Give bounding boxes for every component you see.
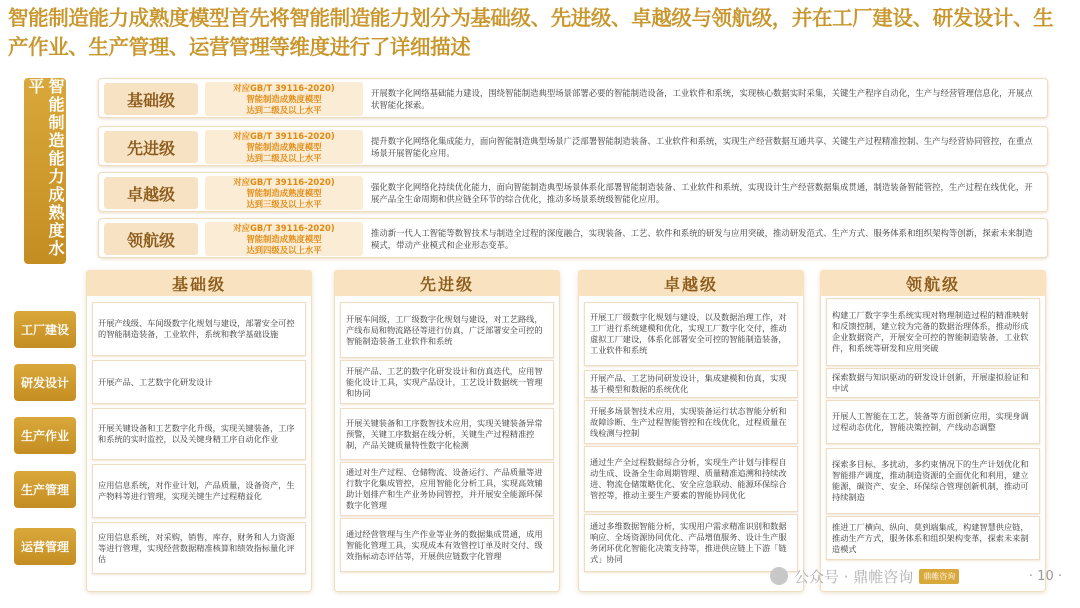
grid-cell: 通过多维数据智能分析，实现用户需求精准识别和数据响应、全场资源协同优化、产品增值服务、设计生产服务闭环优化智能化决策支持等，推进供应链上下游「链式」协同: [584, 514, 798, 572]
std-line: 智能制造成熟度模型: [246, 141, 322, 152]
level-row-advanced: [98, 126, 1048, 166]
grid-cell: 通过对生产过程、仓储物流、设备运行、产品质量等进行数字化集成管控，应用智能化分析工具，实现高效辅助计划排产和生产业务协同管控，并开展安全能源环保数字化管理: [340, 462, 554, 516]
watermark: [770, 556, 1070, 596]
level-description: 提升数字化网络化集成能力，面向智能制造典型场景广泛部署智能制造装备、工业软件和系统，实现生产经营数据互通共享、关键生产过程精准控制、生产与经营协同管控，在重点场景开展智能化应用。: [371, 136, 1033, 158]
std-line: 智能制造成熟度模型: [246, 233, 322, 244]
brand-badge: 鼎帷咨询: [919, 569, 959, 584]
level-row-leading: [98, 218, 1048, 258]
row-label-factory: 工厂建设: [14, 311, 76, 348]
std-line: 对应GB/T 39116-2020): [233, 222, 335, 233]
level-standard: [205, 82, 363, 116]
grid-cell: 开展产品、工艺协同研发设计，集成建模和仿真，实现基于模型和数据的系统优化: [584, 370, 798, 398]
level-name: 卓越级: [104, 177, 198, 209]
grid-cell: 开展关键设备和工艺数字化升级，实现关键装备，工序和系统的实时监控，以及关键身精工序自动化作业: [92, 408, 306, 460]
grid-cell: 开展车间级，工厂级数字化规划与建设，对工艺路线，产线布局和物流路径等进行仿真，广泛部署安全可控的智能制造装备工业软件和系统: [340, 302, 554, 358]
grid-cell: 应用信息系统，对作业计划，产品质量，设备资产，生产物料等进行管理，实现关键生产过程精益化: [92, 464, 306, 518]
level-description: 推动新一代人工智能等数智技术与制造全过程的深度融合，实现装备、工艺、软件和系统的研发与应用突破，推动研发范式、生产方式、服务体系和组织架构等创新，探索未来制造模式，带动产业模式和企业形态变革。: [371, 228, 1033, 250]
level-standard: [205, 176, 363, 210]
grid-cell: 构建工厂数字孪生系统实现对物理制造过程的精准映射和反馈控制，建立较为完备的数据治理体系，推动形成企业数据资产，开展安全可控的智能制造装备，工业软件，和系统等研发和应用突破: [826, 298, 1040, 366]
vertical-label-text: 智能制造能力成熟度水平: [26, 78, 65, 258]
std-line: 对应GB/T 39116-2020): [233, 130, 335, 141]
std-line: 对应GB/T 39116-2020): [233, 82, 335, 93]
grid-cell: 通过经营管理与生产作业等业务的数据集成贯通，成用智能化管理工具，实现成本有效管控订单及时交付、级效指标动态评估等，开展供应链数字化管理: [340, 518, 554, 572]
page-number: · 10 ·: [1028, 568, 1062, 584]
std-line: 智能制造成熟度模型: [246, 93, 322, 104]
std-line: 达到二级及以上水平: [246, 104, 322, 115]
grid-cell: 通过生产全过程数据综合分析，实现生产计划与排程自动生成、设备全生命周期管理、质量精准追溯和持续改进、物流仓储策略优化、安全应急联动、能源环保综合管控等，推动主要生产要素的智能协同优化: [584, 446, 798, 512]
column-header: 领航级: [820, 270, 1046, 296]
level-description: 开展数字化网络基础能力建设，围绕智能制造典型场景部署必要的智能制造设备，工业软件和系统，实现核心数据实时采集，关键生产程序自动化，生产与经营管理信息化，开展点状智能化探索。: [371, 88, 1033, 110]
grid-cell: 探索数据与知识驱动的研发设计创新，开展虚拟验证和中试: [826, 368, 1040, 398]
grid-cell: 开展关键装备和工序数智技术应用，实现关键装备异常预警，关键工序数据在线分析，关键生产过程精准控制，产品关键质量特性数字化检测: [340, 408, 554, 460]
grid-cell: 开展工厂级数字化规划与建设，以及数据治理工作，对工厂进行系统建模和优化，实现工厂数字化交付，推动虚拟工厂建设，体系化部署安全可控的智能制造装备，工业软件和系统: [584, 302, 798, 366]
level-row-basic: [98, 78, 1048, 118]
watermark-text: 公众号 · 鼎帷咨询: [794, 567, 914, 586]
std-line: 智能制造成熟度模型: [246, 187, 322, 198]
level-name: 基础级: [104, 83, 198, 115]
column-header: 基础级: [86, 270, 312, 296]
column-header: 先进级: [334, 270, 560, 296]
maturity-level-vertical-label: [24, 78, 66, 264]
level-description: 强化数字化网络化持续优化能力，面向智能制造典型场景体系化部署智能制造装备、工业软件和系统，实现设计生产经营数据集成贯通，制造装备智能管控，生产过程在线优化，开展产品全生命周期和供应链全环节的综合优化，推动多场景系统级智能化应用。: [371, 182, 1033, 204]
row-label-rd: 研发设计: [14, 364, 76, 401]
level-standard: [205, 222, 363, 256]
page-title: 智能制造能力成熟度模型首先将智能制造能力划分为基础级、先进级、卓越级与领航级，并在工厂建设、研发设计、生产作业、生产管理、运营管理等维度进行了详细描述: [8, 6, 1054, 59]
grid-cell: 开展产线级、车间级数字化规划与建设，部署安全可控的智能制造装备，工业软件，系统和教学基础设施: [92, 302, 306, 356]
grid-cell: 开展人工智能在工艺，装备等方面创新应用，实现身调过程动态优化，智能决策控制，产线动态调整: [826, 400, 1040, 444]
level-standard: [205, 130, 363, 164]
grid-cell: 开展产品、工艺数字化研发设计: [92, 360, 306, 404]
grid-cell: 推进工厂横向、纵向、莫到端集成，构建智慧供应链，推动生产方式，服务体系和组织架构变革，探索未来制造模式: [826, 516, 1040, 560]
grid-cell: 开展多场景智技术应用，实现装备运行状态智能分析和故障诊断、生产过程智能管控和在线优化，过程质量在线检测与控制: [584, 400, 798, 444]
std-line: 达到四级及以上水平: [246, 244, 322, 255]
level-row-excellent: [98, 172, 1048, 212]
row-label-operations: 运营管理: [14, 528, 76, 565]
level-name: 领航级: [104, 223, 198, 255]
std-line: 达到二级及以上水平: [246, 152, 322, 163]
grid-cell: 应用信息系统，对采购，销售，库存，财务和人力资源等进行管理，实现经营数据精准核算和绩效指标量化评估: [92, 522, 306, 574]
column-header: 卓越级: [578, 270, 804, 296]
wechat-icon: [770, 567, 788, 585]
std-line: 对应GB/T 39116-2020): [233, 176, 335, 187]
grid-cell: 探索多目标、多扰动，多约束情况下的生产计划优化和智能排产调度，推动制造资源的全面优化和利用，建立能源，碳资产、安全、环保综合管理创新机制，推动可持续制造: [826, 448, 1040, 514]
row-label-management: 生产管理: [14, 471, 76, 508]
std-line: 达到三级及以上水平: [246, 198, 322, 209]
row-label-production: 生产作业: [14, 417, 76, 454]
grid-cell: 开展产品、工艺的数字化研发设计和仿真迭代，应用智能化设计工具，实现产品设计，工艺设计数据统一管理和协同: [340, 360, 554, 404]
level-name: 先进级: [104, 131, 198, 163]
